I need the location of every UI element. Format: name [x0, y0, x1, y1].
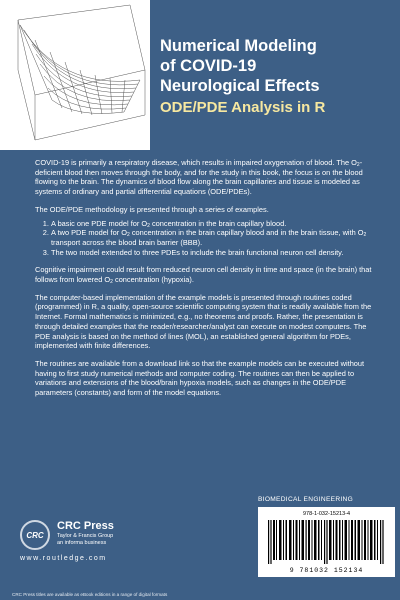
book-title-line-3: Neurological Effects: [160, 77, 320, 95]
subscript: 2: [356, 162, 360, 168]
paragraph-methodology: The ODE/PDE methodology is presented through a series of examples.: [35, 204, 269, 214]
text-span: A basic one PDE model for O: [51, 218, 148, 228]
publisher-tagline: an informa business: [57, 539, 107, 546]
text-span: A two PDE model for O: [51, 228, 127, 238]
publisher-website: www.routledge.com: [20, 555, 107, 562]
isbn-label: 978-1-032-15213-4: [302, 511, 351, 517]
publisher-block: [12, 520, 230, 597]
text-span: COVID-19 is primarily a respiratory disease, which results in impaired oxygenation of blood. The O: [35, 158, 357, 167]
book-title-line-2: of COVID-19: [160, 57, 257, 75]
title-block: [160, 36, 395, 118]
text-span: concentration (hypoxia).: [112, 275, 194, 285]
barcode: [258, 507, 395, 577]
paragraph-implementation: The computer-based implementation of the example models is presented through routines coded (programmed) in R, a quality, open-source scientific computing system that is readily available from the Internet. Formal mathematics is minimized, e.g., no theorems and proofs. Rather, the presentation is through detailed examples that the reader/researcher/analyst can execute on modest computers. The PDE analysis is based on the method of lines (MOL), an established general algorithm for PDEs, implemented with finite differences.: [35, 292, 372, 351]
crc-logo-icon: CRC: [20, 520, 50, 550]
subscript: 2: [127, 232, 130, 239]
text-span: concentration in the brain capillary blood.: [149, 218, 287, 228]
text-span: transport across the blood brain barrier (BBB).: [51, 237, 203, 247]
publisher-name: CRC Press: [57, 520, 114, 532]
publisher-group: Taylor & Francis Group: [57, 533, 114, 539]
examples-list: [35, 219, 373, 258]
paragraph-routines: The routines are available from a download link so that the example models can be executed without having to first study numerical methods and computer coding. The routines can then be applied to variations and extensions of the blood/brain hypoxia models, such as changes in the ODE/PDE parameters (constants) and form of the model equations.: [35, 358, 365, 398]
subscript: 2: [363, 232, 367, 239]
text-span: Cognitive impairment could result from reduced neuron cell density in time and space (in the brain) that follows from lowered O: [35, 265, 372, 285]
publisher-subtitle: [57, 533, 113, 546]
cover-header: [0, 0, 400, 150]
book-title-line-1: Numerical Modeling: [160, 37, 317, 55]
list-item: [51, 219, 373, 229]
book-subtitle: ODE/PDE Analysis in R: [160, 99, 326, 116]
subscript: 2: [147, 222, 150, 229]
paragraph-intro: [35, 158, 373, 197]
barcode-bars-graphic: [268, 520, 385, 564]
barcode-block: [258, 496, 396, 577]
paragraph-cognitive: [35, 265, 373, 284]
text-span: concentration in the brain capillary blood and in the brain tissue, with O: [129, 228, 364, 238]
ebook-note: CRC Press titles are available as eBook editions in a range of digital formats: [12, 592, 168, 597]
back-cover-description: [35, 158, 373, 406]
isbn-number: 9 781032 152134: [289, 567, 364, 574]
subject-category: BIOMEDICAL ENGINEERING: [258, 496, 354, 503]
text-span: -deficient blood then moves through the body, and for the study in this book, the focus is on the blood flowing to the brain. The dynamics of blood flow along the brain capillaries and tissue is modeled as systems of ordinary and partial differential equations (ODE/PDEs).: [35, 158, 363, 197]
surface-plot-graphic: [0, 0, 150, 150]
subscript: 2: [110, 279, 113, 286]
list-item: 3. The two model extended to three PDEs to include the brain functional neuron cell density.: [51, 248, 373, 258]
list-item: [51, 228, 373, 247]
